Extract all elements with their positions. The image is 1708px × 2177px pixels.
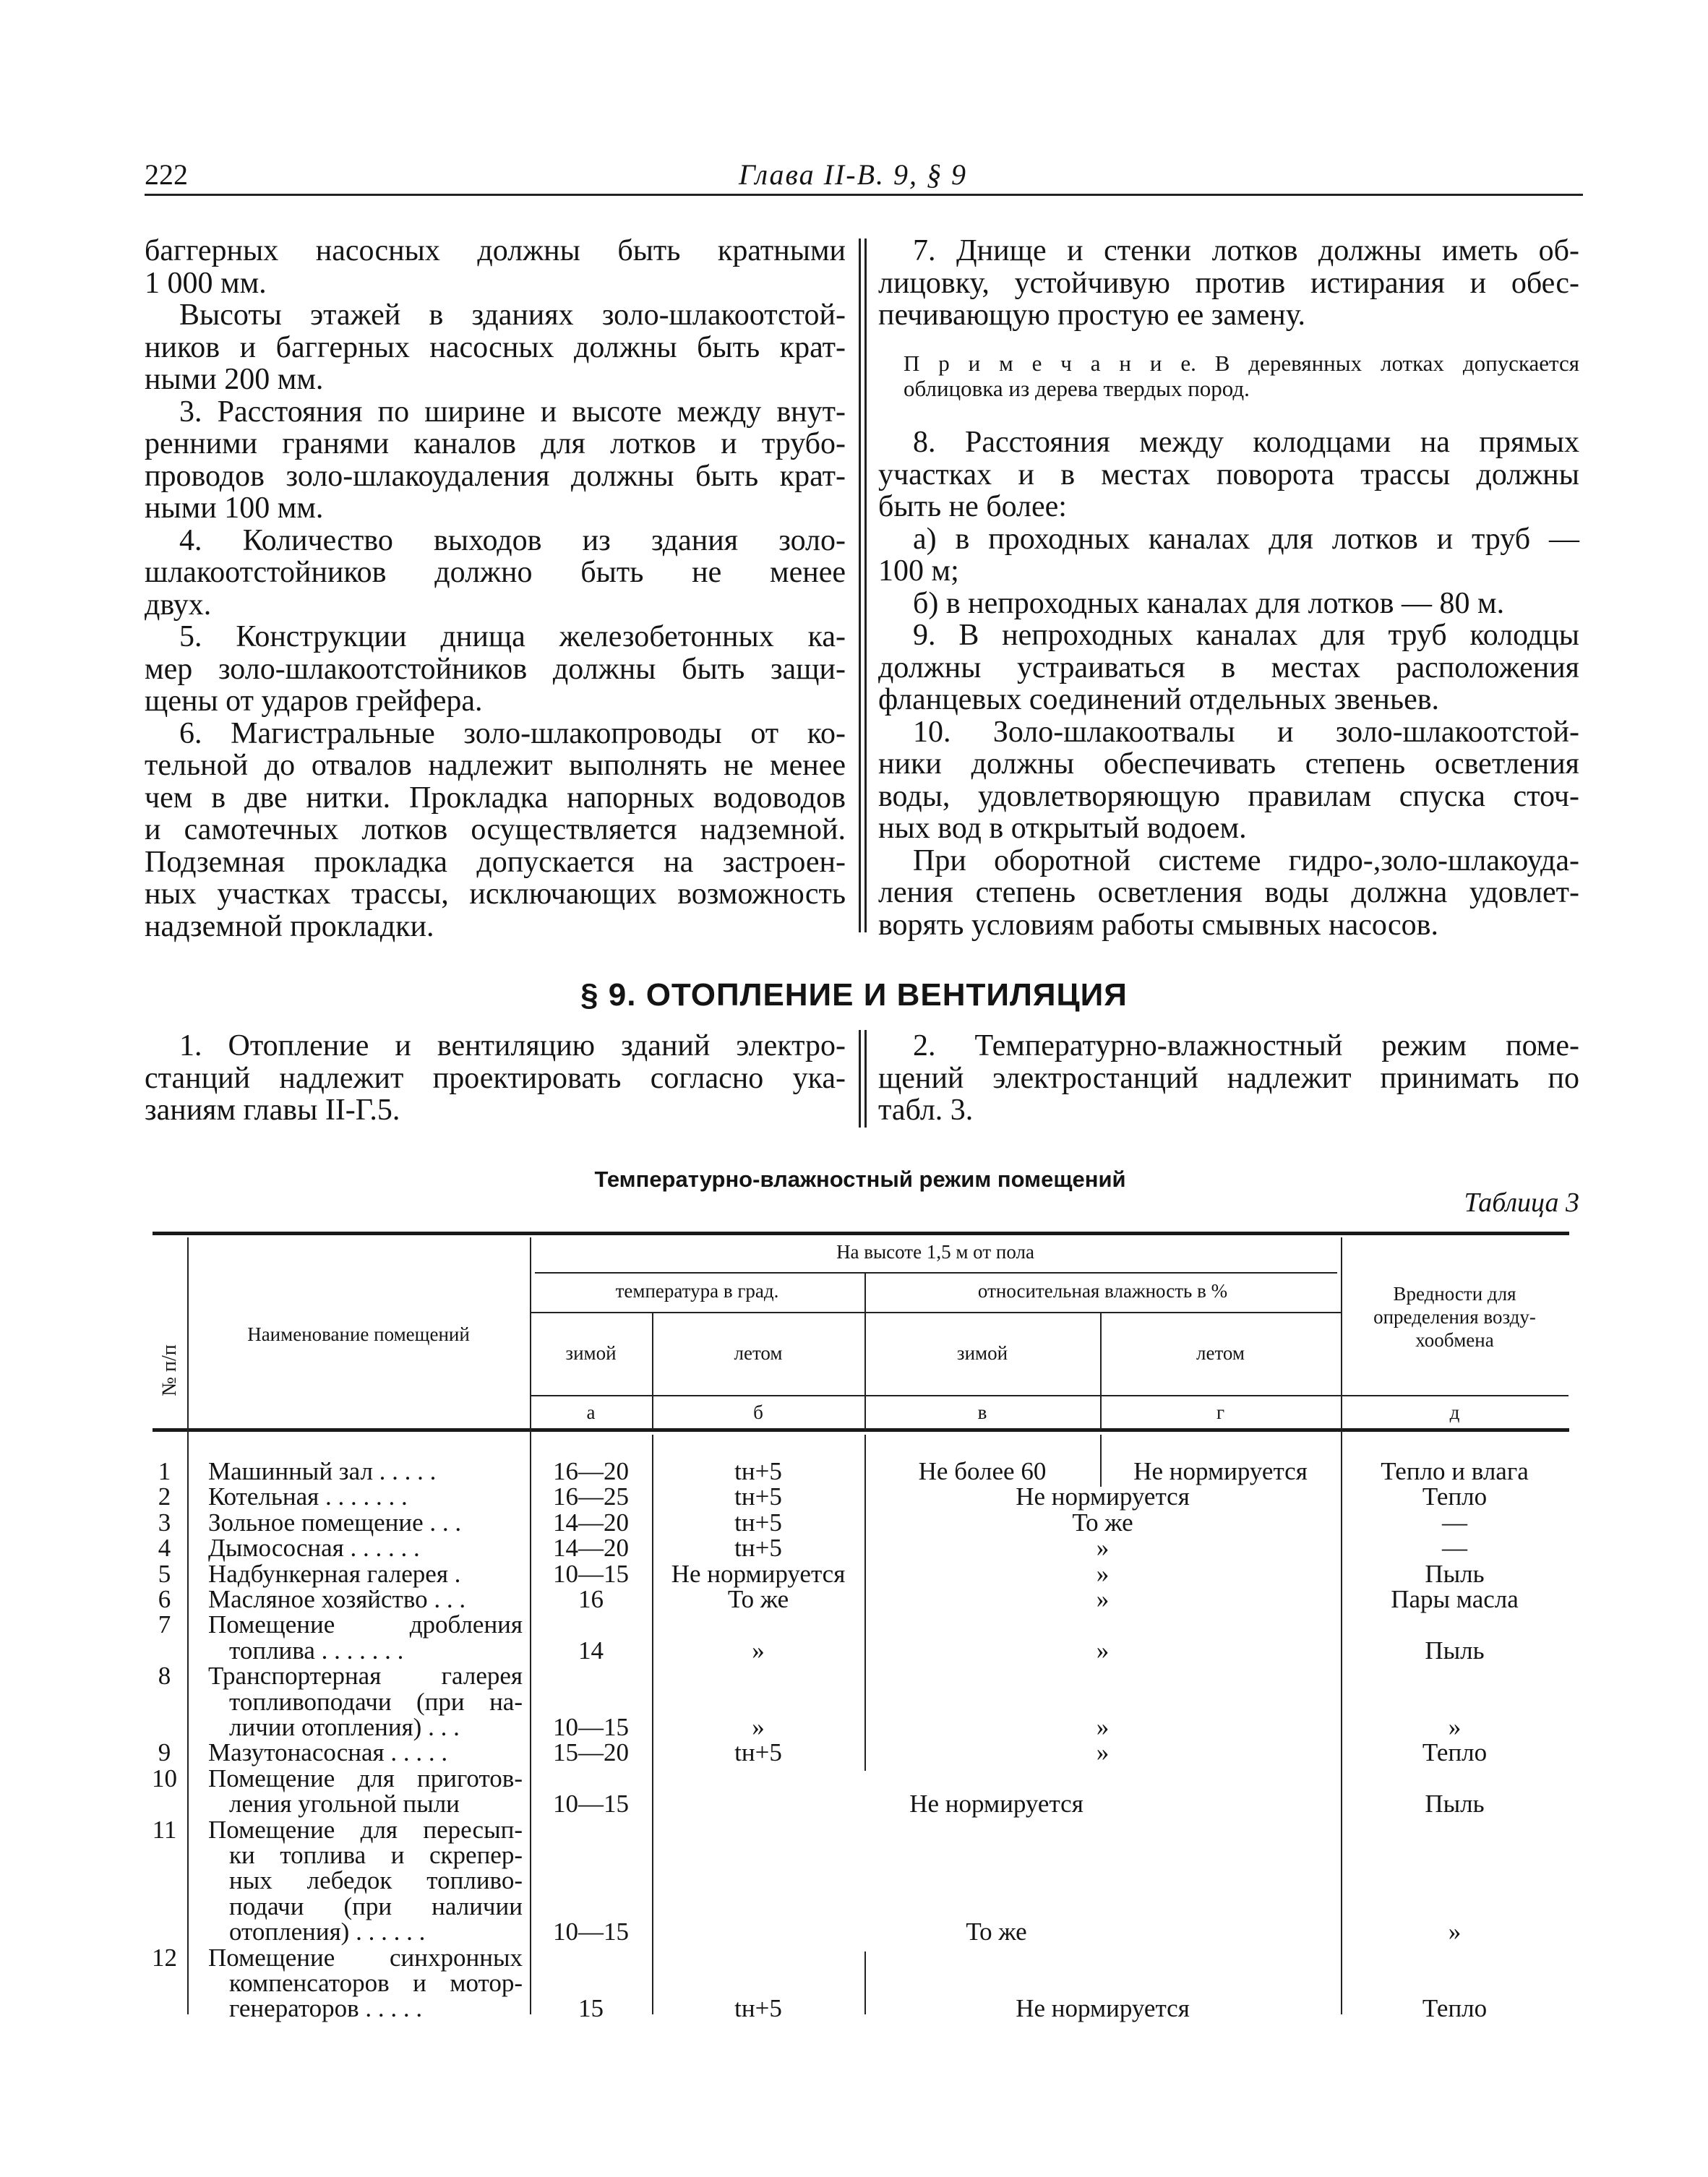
header-letter-a: а xyxy=(586,1401,596,1423)
page-number: 222 xyxy=(145,158,188,191)
section-heading: § 9. ОТОПЛЕНИЕ И ВЕНТИЛЯЦИЯ xyxy=(580,977,1128,1013)
text-line: и самотечных лотков осуществляется надземной. xyxy=(145,813,846,846)
text-line: чем в две нитки. Прокладка напорных водоводов xyxy=(145,781,846,815)
text-line: ления степень осветления воды должна удовлет- xyxy=(878,876,1579,909)
text-line: ными 100 мм. xyxy=(145,491,324,525)
row-number: 2 xyxy=(158,1482,171,1511)
room-name: Машинный зал . . . . . xyxy=(208,1457,437,1485)
header-humidity: относительная влажность в % xyxy=(977,1280,1228,1302)
text-line: 1 000 мм. xyxy=(145,266,267,300)
humidity-merged: Не нормируется xyxy=(1016,1994,1190,2023)
temp-summer: » xyxy=(752,1713,765,1741)
text-line: лицовку, устойчивую против истирания и обес- xyxy=(878,266,1579,300)
temp-winter: 10—15 xyxy=(553,1713,629,1741)
room-name: личии отопления) . . . xyxy=(229,1713,460,1741)
room-name: компенсаторов и мотор- xyxy=(229,1969,523,1997)
text-line: проводов золо-шлакоудаления должны быть крат- xyxy=(145,459,846,493)
text-line: Высоты этажей в зданиях золо-шлакоотстой- xyxy=(179,299,846,332)
header-harm-line: хообмена xyxy=(1415,1329,1494,1351)
temp-summer: tн+5 xyxy=(734,1738,782,1767)
room-name: топлива . . . . . . . xyxy=(229,1636,404,1665)
header-height-group: На высоте 1,5 м от пола xyxy=(836,1241,1034,1263)
row-number: 12 xyxy=(152,1943,177,1972)
room-name: Помещение дробления xyxy=(208,1610,523,1639)
row-number: 10 xyxy=(152,1764,177,1792)
text-line: надземной прокладки. xyxy=(145,909,434,943)
harm: Тепло xyxy=(1422,1994,1488,2023)
table-label: Таблица 3 xyxy=(1464,1188,1579,1218)
text-line: двух. xyxy=(145,588,212,622)
text-line: ренними гранями каналов для лотков и трубо- xyxy=(145,427,846,460)
humidity-merged: » xyxy=(1096,1636,1110,1665)
text-line: 4. Количество выходов из здания золо- xyxy=(179,523,846,557)
temp-winter: 14—20 xyxy=(553,1508,629,1537)
temp-winter: 16—25 xyxy=(553,1482,629,1511)
table-top-rule xyxy=(153,1232,1569,1235)
temp-summer: tн+5 xyxy=(734,1457,782,1485)
text-line: фланцевых соединений отдельных звеньев. xyxy=(878,683,1440,716)
header-letter-g: г xyxy=(1216,1401,1225,1423)
text-line: ворять условиям работы смывных насосов. xyxy=(878,908,1438,942)
header-rule xyxy=(535,1272,1337,1274)
temp-winter: 10—15 xyxy=(553,1559,629,1588)
harm: Тепло и влага xyxy=(1381,1457,1529,1485)
room-name: Котельная . . . . . . . xyxy=(208,1482,408,1511)
text-line: 7. Днище и стенки лотков должны иметь об- xyxy=(913,234,1579,267)
header-number: № п/п xyxy=(158,1344,181,1396)
room-name: Помещение для приготов- xyxy=(208,1764,523,1792)
summer-humidity-merged: Не нормируется xyxy=(909,1790,1083,1819)
harm: Тепло xyxy=(1422,1738,1488,1767)
room-name: подачи (при наличии xyxy=(229,1892,523,1920)
row-number: 5 xyxy=(158,1559,171,1588)
table-title: Температурно-влажностный режим помещений xyxy=(594,1167,1126,1192)
humidity-merged: То же xyxy=(1072,1508,1133,1537)
room-name: ления угольной пыли xyxy=(229,1790,460,1819)
room-name: отопления) . . . . . . xyxy=(229,1918,426,1946)
header-humidity-summer: летом xyxy=(1196,1342,1245,1364)
room-name: Зольное помещение . . . xyxy=(208,1508,462,1537)
harm: Пыль xyxy=(1425,1559,1485,1588)
note-line: облицовка из дерева твердых пород. xyxy=(904,376,1250,401)
text-line: 8. Расстояния между колодцами на прямых xyxy=(913,426,1579,459)
room-name: Помещение синхронных xyxy=(208,1943,523,1972)
harm: » xyxy=(1448,1918,1462,1946)
room-name: Помещение для пересып- xyxy=(208,1815,523,1844)
text-line: б) в непроходных каналах для лотков — 80 м. xyxy=(913,586,1505,620)
header-temp-winter: зимой xyxy=(565,1342,617,1364)
temp-winter: 14 xyxy=(578,1636,604,1665)
running-head: Глава II-В. 9, § 9 xyxy=(738,158,968,191)
text-line: мер золо-шлакоотстойников должны быть защи- xyxy=(145,652,846,686)
temp-summer: tн+5 xyxy=(734,1482,782,1511)
header-humidity-winter: зимой xyxy=(956,1342,1008,1364)
humidity-winter: Не более 60 xyxy=(918,1457,1047,1485)
harm: — xyxy=(1442,1534,1467,1563)
text-line: ных вод в открытый водоем. xyxy=(878,812,1247,845)
room-name: Масляное хозяйство . . . xyxy=(208,1585,466,1613)
table-header-bottom-rule xyxy=(153,1428,1569,1432)
text-line: баггерных насосных должны быть кратными xyxy=(145,234,846,267)
text-line: 6. Магистральные золо-шлакопроводы от ко- xyxy=(179,716,846,750)
row-number: 4 xyxy=(158,1534,171,1563)
text-line: заниям главы II-Г.5. xyxy=(145,1094,400,1127)
text-line: ными 200 мм. xyxy=(145,363,324,396)
header-rule xyxy=(530,1395,1568,1396)
text-line: ники должны обеспечивать степень осветления xyxy=(878,747,1579,781)
text-line: шлакоотстойников должно быть не менее xyxy=(145,556,846,589)
header-harm-line: Вредности для xyxy=(1393,1283,1516,1305)
harm: Пыль xyxy=(1425,1636,1485,1665)
text-line: 5. Конструкции днища железобетонных ка- xyxy=(179,620,846,653)
header-harm xyxy=(1341,1282,1568,1352)
text-line: 100 м; xyxy=(878,554,959,588)
harm: Пыль xyxy=(1425,1790,1485,1819)
header-letter-d: д xyxy=(1449,1401,1460,1423)
temp-summer: tн+5 xyxy=(734,1994,782,2023)
header-letter-v: в xyxy=(977,1401,987,1423)
summer-humidity-merged: То же xyxy=(966,1918,1027,1946)
text-line: щены от ударов грейфера. xyxy=(145,684,483,718)
temp-winter: 15—20 xyxy=(553,1738,629,1767)
temp-winter: 10—15 xyxy=(553,1918,629,1946)
note-line: П р и м е ч а н и е. В деревянных лотках допускается xyxy=(904,351,1579,376)
row-number: 7 xyxy=(158,1610,171,1639)
humidity-summer: Не нормируется xyxy=(1133,1457,1308,1485)
room-name: топливоподачи (при на- xyxy=(229,1687,523,1716)
harm: Пары масла xyxy=(1391,1585,1519,1613)
header-harm-line: определения возду- xyxy=(1373,1306,1536,1328)
text-line: Подземная прокладка допускается на застроен- xyxy=(145,845,846,879)
humidity-merged: » xyxy=(1096,1738,1110,1767)
text-line: участках и в местах поворота трассы должны xyxy=(878,458,1579,491)
text-line: быть не более: xyxy=(878,490,1067,523)
room-name: Мазутонасосная . . . . . xyxy=(208,1738,448,1767)
row-number: 11 xyxy=(152,1815,177,1844)
text-line: воды, удовлетворяющую правилам спуска сточ- xyxy=(878,779,1579,813)
text-line: тельной до отвалов надлежит выполнять не менее xyxy=(145,749,846,782)
temp-winter: 16—20 xyxy=(553,1457,629,1485)
room-name: ных лебедок топливо- xyxy=(229,1866,523,1895)
harm: — xyxy=(1442,1508,1467,1537)
humidity-merged: » xyxy=(1096,1585,1110,1613)
text-line: 2. Температурно-влажностный режим поме- xyxy=(913,1029,1579,1062)
text-line: 3. Расстояния по ширине и высоте между внут- xyxy=(179,395,846,429)
header-temp-summer: летом xyxy=(734,1342,783,1364)
text-line: щений электростанций надлежит принимать по xyxy=(878,1061,1579,1095)
text-line: 9. В непроходных каналах для труб колодцы xyxy=(913,619,1579,652)
text-line: а) в проходных каналах для лотков и труб — xyxy=(913,522,1579,556)
room-name: Транспортерная галерея xyxy=(208,1662,523,1691)
temp-summer: tн+5 xyxy=(734,1508,782,1537)
text-line: табл. 3. xyxy=(878,1094,974,1127)
humidity-merged: » xyxy=(1096,1559,1110,1588)
temp-summer: » xyxy=(752,1636,765,1665)
room-name: Надбункерная галерея . xyxy=(208,1559,461,1588)
temp-summer: tн+5 xyxy=(734,1534,782,1563)
temp-winter: 14—20 xyxy=(553,1534,629,1563)
header-temperature: температура в град. xyxy=(615,1280,779,1302)
row-number: 9 xyxy=(158,1738,171,1767)
temp-summer: Не нормируется xyxy=(671,1559,846,1588)
text-line: ных участках трассы, исключающих возможность xyxy=(145,877,846,911)
room-name: генераторов . . . . . xyxy=(229,1994,423,2023)
row-number: 3 xyxy=(158,1508,171,1537)
column-line xyxy=(1341,1237,1342,2014)
room-name: Дымососная . . . . . . xyxy=(208,1534,420,1563)
temp-winter: 10—15 xyxy=(553,1790,629,1819)
temp-winter: 15 xyxy=(578,1994,604,2023)
text-line: должны устраиваться в местах расположения xyxy=(878,650,1579,684)
humidity-merged: » xyxy=(1096,1534,1110,1563)
temp-summer: То же xyxy=(727,1585,789,1613)
row-number: 1 xyxy=(158,1457,171,1485)
text-line: печивающую простую ее замену. xyxy=(878,299,1306,332)
text-line: станций надлежит проектировать согласно ука- xyxy=(145,1061,846,1095)
text-line: При оборотной системе гидро-,золо-шлакоуда- xyxy=(913,843,1579,877)
humidity-merged: Не нормируется xyxy=(1016,1482,1190,1511)
text-line: 1. Отопление и вентиляцию зданий электро- xyxy=(179,1029,846,1062)
header-letter-b: б xyxy=(753,1401,763,1423)
header-name: Наименование помещений xyxy=(247,1323,470,1345)
column-line xyxy=(187,1237,189,2014)
harm: Тепло xyxy=(1422,1482,1488,1511)
harm: » xyxy=(1448,1713,1462,1741)
text-line: 10. Золо-шлакоотвалы и золо-шлакоотстой- xyxy=(913,715,1579,749)
room-name: ки топлива и скрепер- xyxy=(229,1841,523,1869)
temp-winter: 16 xyxy=(578,1585,604,1613)
row-number: 6 xyxy=(158,1585,171,1613)
humidity-merged: » xyxy=(1096,1713,1110,1741)
row-number: 8 xyxy=(158,1662,171,1691)
text-line: ников и баггерных насосных должны быть крат- xyxy=(145,330,846,364)
